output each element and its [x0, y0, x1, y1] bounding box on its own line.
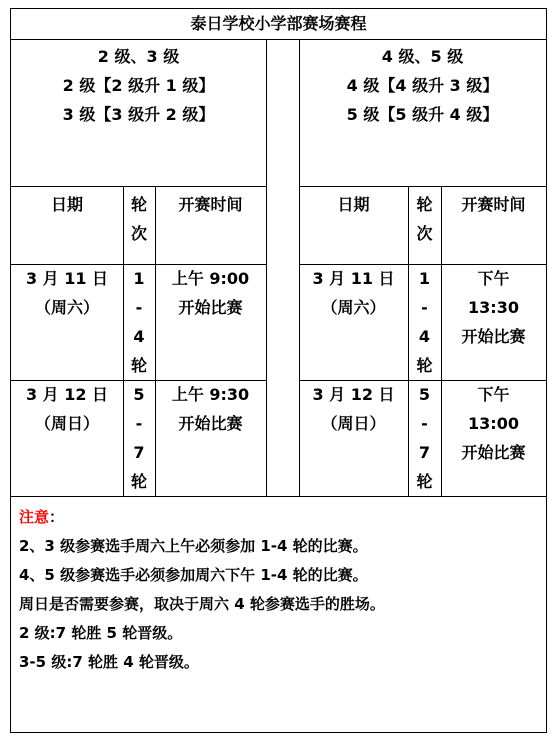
left-group-line: 2 级【2 级升 1 级】	[62, 76, 215, 95]
time-line: 开始比赛	[461, 327, 526, 346]
left-row2-time	[155, 380, 266, 438]
right-row2-time	[441, 380, 546, 467]
round-char: -	[135, 298, 143, 317]
left-row1-date	[11, 264, 123, 322]
round-char: 轮	[416, 356, 433, 375]
right-row2-date	[299, 380, 408, 438]
round-char: 5	[418, 385, 431, 404]
left-col-divider-2	[155, 186, 156, 497]
header-round-char: 次	[130, 224, 147, 243]
weekday-line: （周日）	[34, 414, 99, 433]
left-group-line: 3 级【3 级升 2 级】	[62, 105, 215, 124]
round-char: 1	[418, 269, 431, 288]
date-line: 3 月 11 日	[312, 269, 395, 288]
left-header-date: 日期	[50, 195, 83, 214]
left-block-right-edge	[266, 39, 267, 497]
schedule-table	[10, 8, 547, 733]
right-header-time: 开赛时间	[461, 195, 526, 214]
note-line: 4、5 级参赛选手必须参加周六下午 1-4 轮的比赛。	[19, 566, 368, 584]
weekday-line: （周日）	[321, 414, 386, 433]
round-char: 7	[418, 443, 431, 462]
time-line: 开始比赛	[461, 443, 526, 462]
left-header-round	[123, 190, 155, 248]
round-char: 轮	[416, 472, 433, 491]
left-header-top-line	[11, 186, 266, 187]
notes-colon: ：	[49, 508, 65, 526]
notes-label: 注意	[19, 508, 50, 526]
header-round-char: 次	[416, 224, 433, 243]
date-line: 3 月 11 日	[25, 269, 109, 288]
round-char: 轮	[130, 356, 147, 375]
time-line: 下午	[477, 269, 510, 288]
right-group-heading	[299, 42, 546, 129]
time-line: 13:00	[468, 414, 519, 433]
title-divider	[11, 39, 546, 40]
left-row1-round	[123, 264, 155, 380]
note-line: 2、3 级参赛选手周六上午必须参加 1-4 轮的比赛。	[19, 537, 368, 555]
round-char: 7	[133, 443, 145, 462]
time-line: 下午	[477, 385, 510, 404]
header-round-char: 轮	[130, 195, 147, 214]
round-char: -	[135, 414, 143, 433]
notes-divider	[11, 496, 546, 497]
left-row2-date	[11, 380, 123, 438]
right-row1-time	[441, 264, 546, 351]
round-char: -	[421, 414, 428, 433]
time-line: 开始比赛	[178, 414, 243, 433]
round-char: 轮	[130, 472, 147, 491]
right-header-top-line	[299, 186, 546, 187]
weekday-line: （周六）	[34, 298, 99, 317]
right-header-date: 日期	[337, 195, 370, 214]
left-header-time: 开赛时间	[178, 195, 243, 214]
right-group-line: 4 级【4 级升 3 级】	[346, 76, 499, 95]
right-row1-round	[408, 264, 441, 380]
note-line: 周日是否需要参赛，取决于周六 4 轮参赛选手的胜场。	[19, 595, 385, 613]
round-char: -	[421, 298, 428, 317]
round-char: 5	[133, 385, 145, 404]
right-row2-round	[408, 380, 441, 496]
right-group-line: 4 级、5 级	[381, 47, 464, 66]
page-title: 泰日学校小学部赛场赛程	[190, 14, 367, 33]
time-line: 开始比赛	[178, 298, 243, 317]
round-char: 1	[133, 269, 145, 288]
note-line: 3-5 级:7 轮胜 4 轮晋级。	[19, 653, 199, 671]
date-line: 3 月 12 日	[312, 385, 395, 404]
note-line: 2 级:7 轮胜 5 轮晋级。	[19, 624, 183, 642]
right-row1-date	[299, 264, 408, 322]
time-line: 13:30	[468, 298, 519, 317]
notes-heading	[19, 503, 385, 532]
weekday-line: （周六）	[321, 298, 386, 317]
left-group-line: 2 级、3 级	[97, 47, 180, 66]
left-group-heading	[11, 42, 266, 129]
header-round-char: 轮	[416, 195, 433, 214]
notes-section	[19, 503, 385, 677]
time-line: 上午 9:30	[171, 385, 250, 404]
time-line: 上午 9:00	[171, 269, 250, 288]
round-char: 4	[418, 327, 431, 346]
date-line: 3 月 12 日	[25, 385, 109, 404]
left-row2-round	[123, 380, 155, 496]
round-char: 4	[133, 327, 145, 346]
right-group-line: 5 级【5 级升 4 级】	[346, 105, 499, 124]
left-row1-time	[155, 264, 266, 322]
right-header-round	[408, 190, 441, 248]
